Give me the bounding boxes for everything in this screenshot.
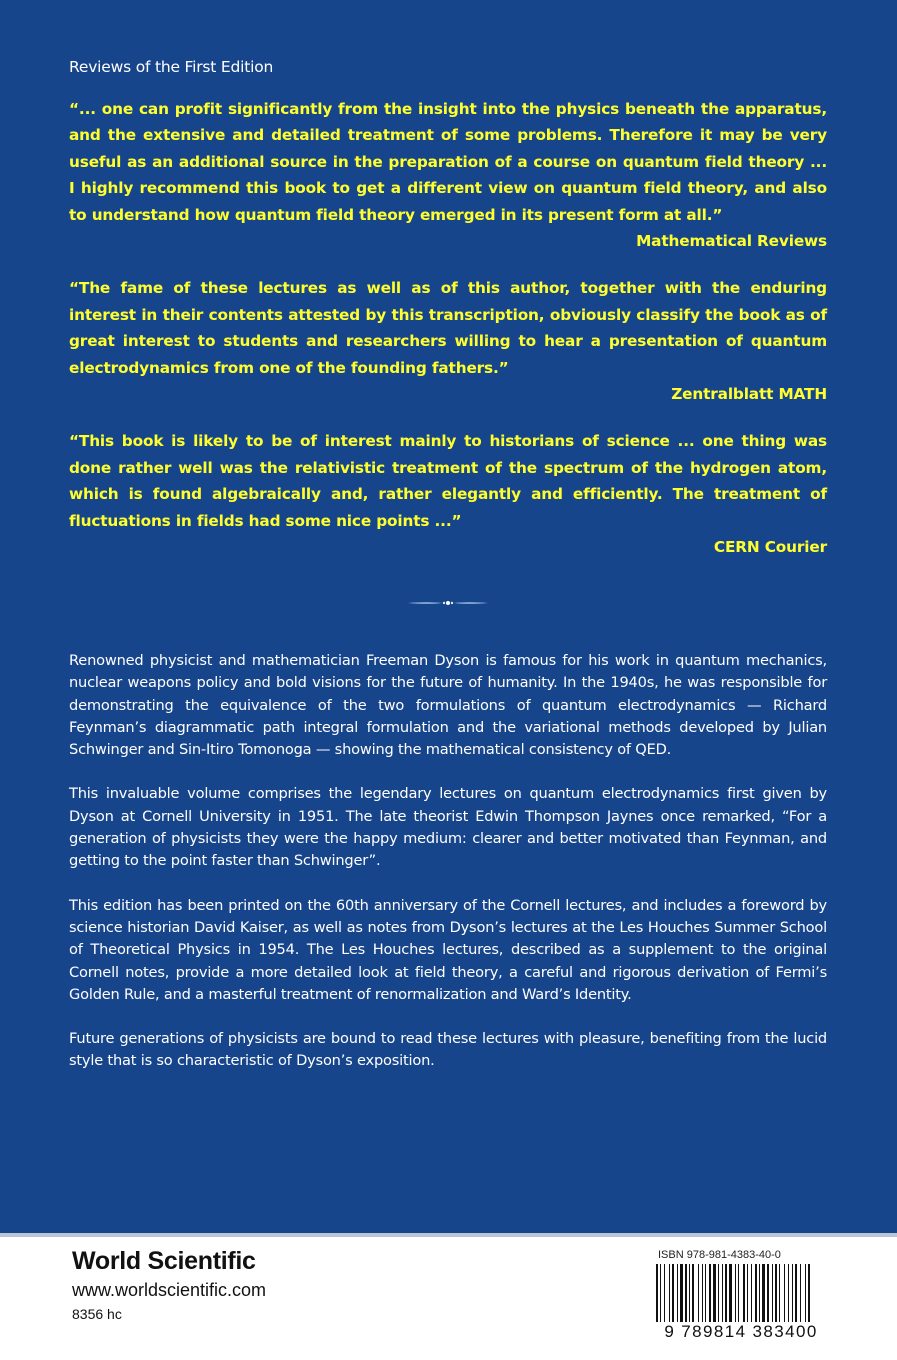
description-paragraph: Future generations of physicists are bound to read these lectures with pleasure, benefiting from the lucid style that is so characteristic of Dyson’s exposition. (69, 1030, 827, 1070)
barcode-digits: 9 789814 383400 (651, 1322, 831, 1342)
reviews-section (69, 96, 827, 582)
review-source: Mathematical Reviews (636, 232, 827, 251)
description-paragraph: This edition has been printed on the 60th anniversary of the Cornell lectures, and includes a foreword by science historian David Kaiser, as well as notes from Dyson’s lectures at the Les Houches Summer School of Theoretical Physics in 1954. The Les Houches lectures, described as a supplement to the original Cornell notes, provide a more detailed look at field theory, a careful and rigorous derivation of Fermi’s Golden Rule, and a masterful treatment of renormalization and Ward’s Identity. (69, 896, 827, 1003)
review-quote: “This book is likely to be of interest mainly to historians of science ... one thing was done rather well was the relativistic treatment of the spectrum of the hydrogen atom, which is found algebraically and, rather elegantly and efficiently. The treatment of fluctuations in fields had some nice points ...” (69, 432, 827, 530)
ornamental-divider-icon (408, 597, 488, 609)
review-block (69, 275, 827, 407)
description-paragraph: This invaluable volume comprises the legendary lectures on quantum electrodynamics first given by Dyson at Cornell University in 1951. The late theorist Edwin Thompson Jaynes once remarked, “For a generation of physicists they were the happy medium: clearer and better motivated than Feynman, and getting to the point faster than Schwinger”. (69, 785, 827, 870)
product-code: 8356 hc (72, 1306, 122, 1322)
review-block (69, 428, 827, 560)
book-description (69, 650, 827, 1095)
review-block (69, 96, 827, 254)
review-quote: “... one can profit significantly from the insight into the physics beneath the apparatus, and the extensive and detailed treatment of some problems. Therefore it may be very useful as an additional source in the preparation of a course on quantum field theory ... I highly recommend this book to get a different view on quantum field theory, and also to understand how quantum field theory emerged in its present form at all.” (69, 100, 827, 224)
review-source: CERN Courier (713, 538, 827, 557)
review-quote: “The fame of these lectures as well as of this author, together with the enduring interest in their contents attested by this transcription, obviously classify the book as of great interest to students and researchers willing to hear a presentation of quantum electrodynamics from one of the founding fathers.” (69, 279, 827, 377)
publisher-url: www.worldscientific.com (72, 1280, 267, 1300)
reviews-heading: Reviews of the First Edition (69, 58, 274, 76)
isbn-label: ISBN 978-981-4383-40-0 (658, 1249, 781, 1261)
barcode-icon (654, 1264, 826, 1330)
divider-stripe (0, 1233, 897, 1237)
review-source: Zentralblatt MATH (671, 385, 827, 404)
publisher-name: World Scientific (72, 1247, 256, 1275)
publisher-block (72, 1246, 266, 1324)
description-paragraph: Renowned physicist and mathematician Freeman Dyson is famous for his work in quantum mechanics, nuclear weapons policy and bold visions for the future of humanity. In the 1940s, he was responsible for demonstrating the equivalence of the two formulations of quantum electrodynamics — Richard Feynman’s diagrammatic path integral formulation and the variational methods developed by Julian Schwinger and Sin-Itiro Tomonoga — showing the mathematical consistency of QED. (69, 652, 827, 759)
